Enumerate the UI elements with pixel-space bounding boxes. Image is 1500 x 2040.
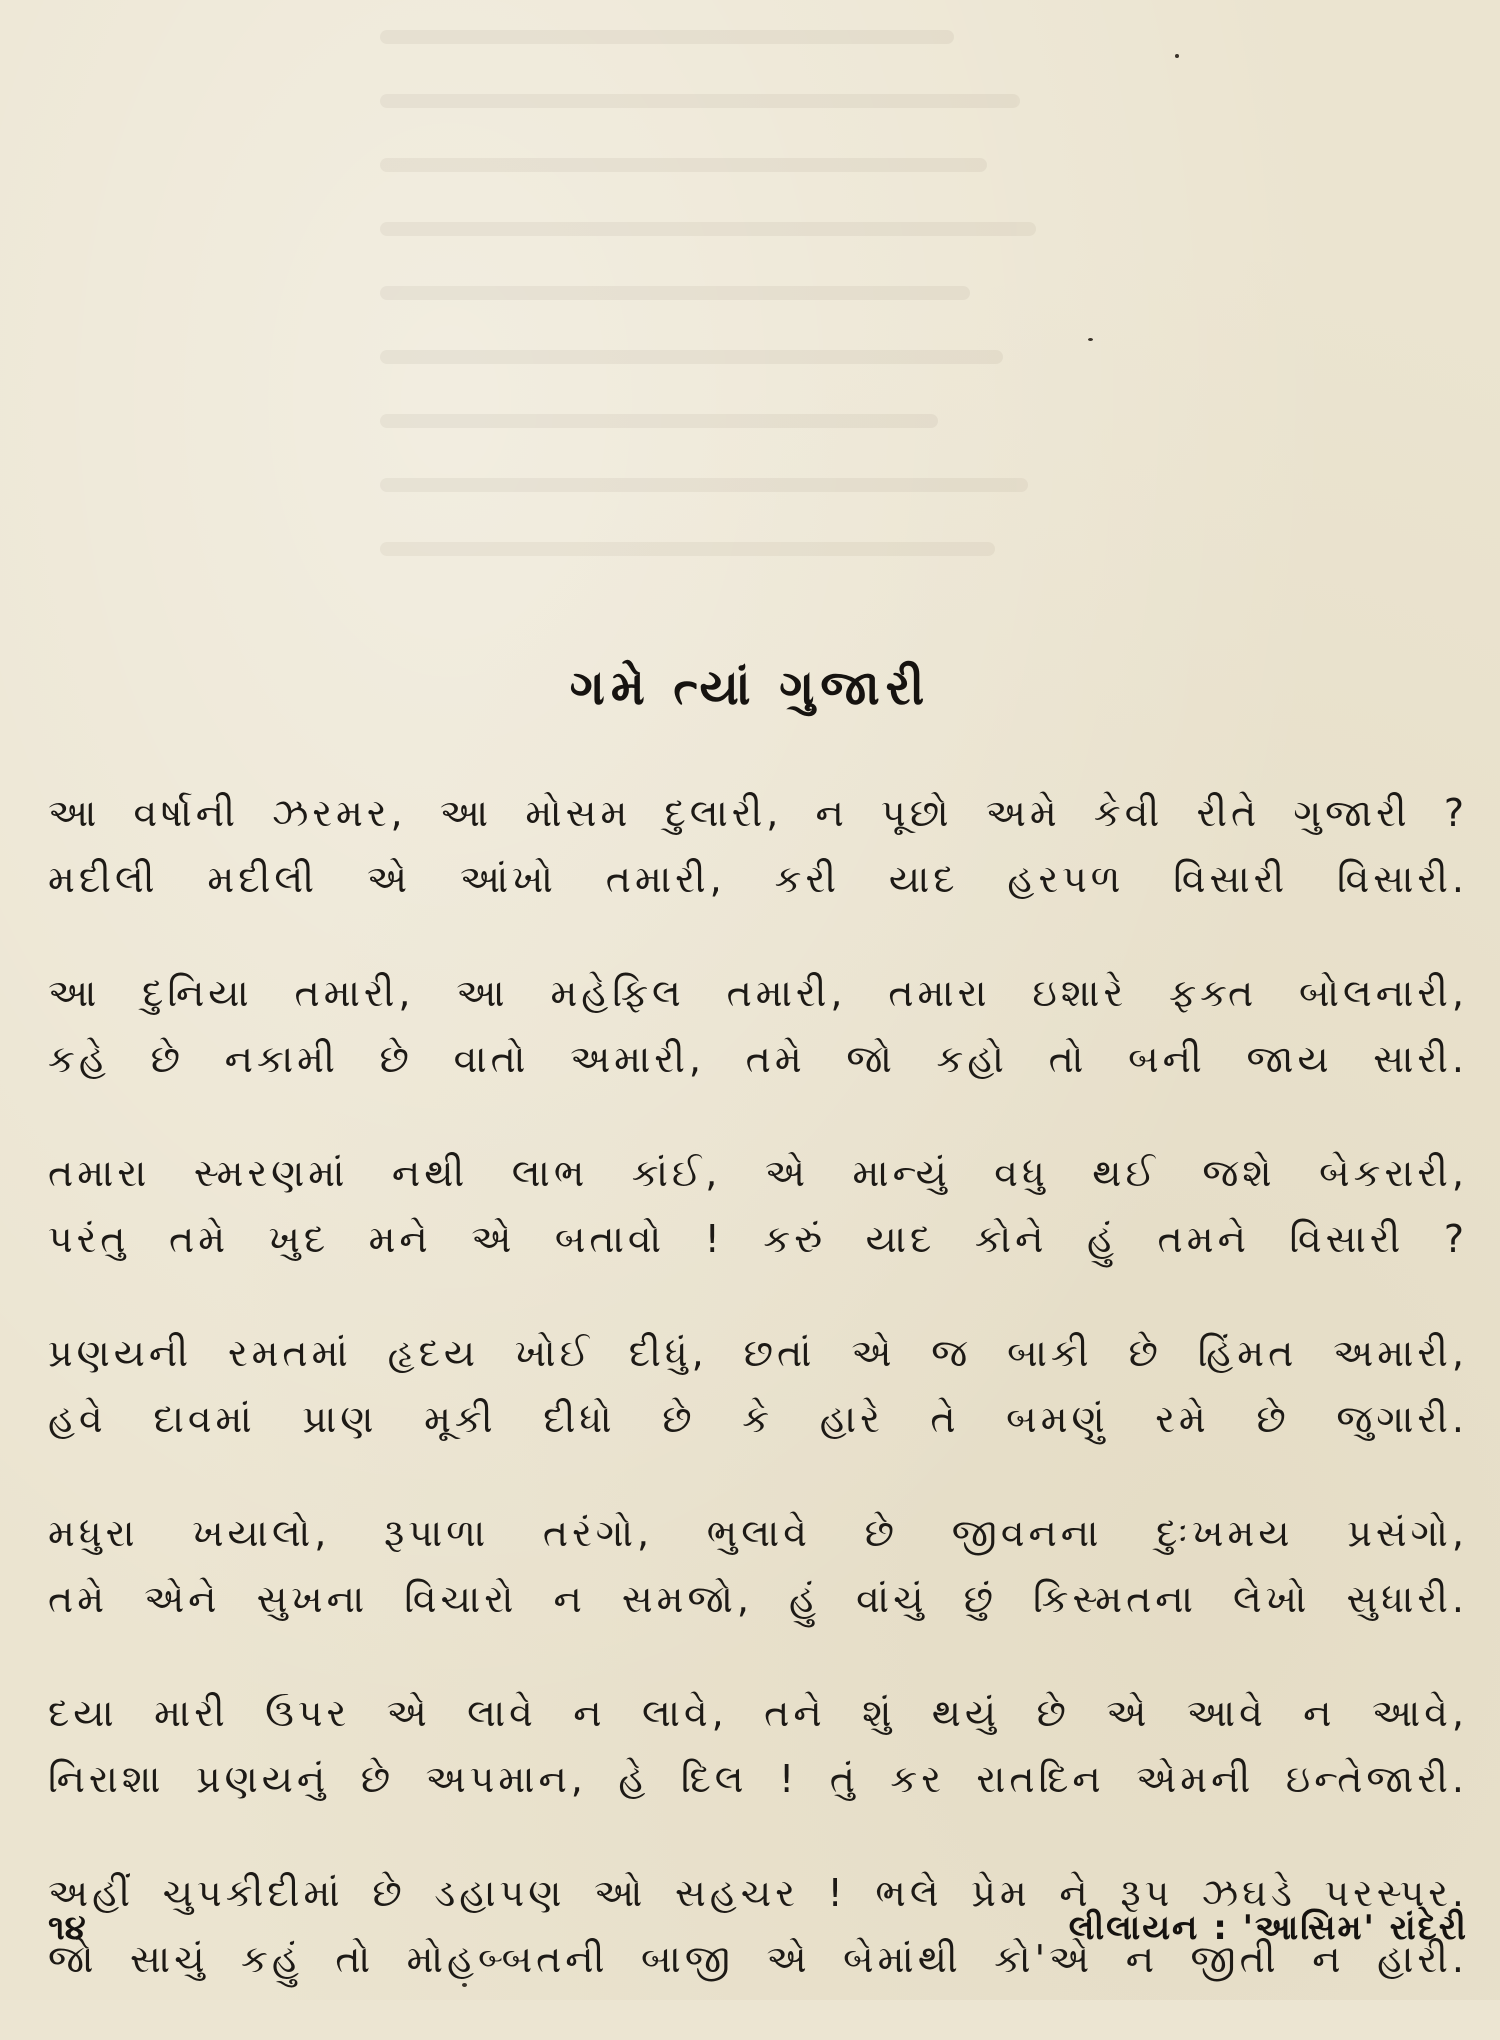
stanza [48,1140,1468,1272]
ink-speck [1175,54,1179,58]
poem-line: કહે છે નકામી છે વાતો અમારી, તમે જો કહો તો બની જાય સારી. [48,1037,1468,1081]
poem-line: મધુરા ખયાલો, રૂપાળા તરંગો, ભુલાવે છે જીવનના દુઃખમય પ્રસંગો, [48,1511,1468,1555]
page-number: ૧૪ [48,1908,86,1948]
poem-line: જો સાચું કહું તો મોહબ્બતની બાજી એ બેમાંથી કો'એ ન જીતી ન હારી. [48,1937,1468,1981]
poem-line: અહીં ચુપકીદીમાં છે ડહાપણ ઓ સહચર ! ભલે પ્રેમ ને રૂપ ઝઘડે પરસ્પર. [48,1871,1468,1915]
poem-line: હવે દાવમાં પ્રાણ મૂકી દીધો છે કે હારે તે બમણું રમે છે જુગારી. [48,1397,1468,1441]
stanza [48,1680,1468,1812]
poem-line: પરંતુ તમે ખુદ મને એ બતાવો ! કરું યાદ કોને હું તમને વિસારી ? [48,1217,1468,1261]
stanza [48,1500,1468,1632]
page-footer [48,1908,1468,1958]
source-attribution: લીલાયન : 'આસિમ' રાંદેરી [1068,1908,1468,1948]
poem-line: તમે એને સુખના વિચારો ન સમજો, હું વાંચું છું કિસ્મતના લેખો સુધારી. [48,1577,1468,1621]
poem-title: ગમે ત્યાં ગુજારી [569,660,931,716]
poem-line: આ દુનિયા તમારી, આ મહેફિલ તમારી, તમારા ઇશારે ફક્ત બોલનારી, [48,971,1468,1015]
poem-body [48,780,1468,2040]
poem-line: દયા મારી ઉપર એ લાવે ન લાવે, તને શું થયું છે એ આવે ન આવે, [48,1691,1468,1735]
ink-speck [462,1983,467,1987]
poem-line: પ્રણયની રમતમાં હૃદય ખોઈ દીધું, છતાં એ જ બાકી છે હિંમત અમારી, [48,1331,1468,1375]
ink-speck [1088,338,1093,341]
stanza [48,1320,1468,1452]
stanza [48,780,1468,912]
poem-line: નિરાશા પ્રણયનું છે અપમાન, હે દિલ ! તું કર રાતદિન એમની ઇન્તેજારી. [48,1757,1468,1801]
poem-line: આ વર્ષાની ઝરમર, આ મોસમ દુલારી, ન પૂછો અમે કેવી રીતે ગુજારી ? [48,791,1468,835]
show-through-text [380,30,1200,730]
poem-line: મદીલી મદીલી એ આંખો તમારી, કરી યાદ હરપળ વિસારી વિસારી. [48,857,1468,901]
stanza [48,960,1468,1092]
poem-line: તમારા સ્મરણમાં નથી લાભ કાંઈ, એ માન્યું વધુ થઈ જશે બેકરારી, [48,1151,1468,1195]
